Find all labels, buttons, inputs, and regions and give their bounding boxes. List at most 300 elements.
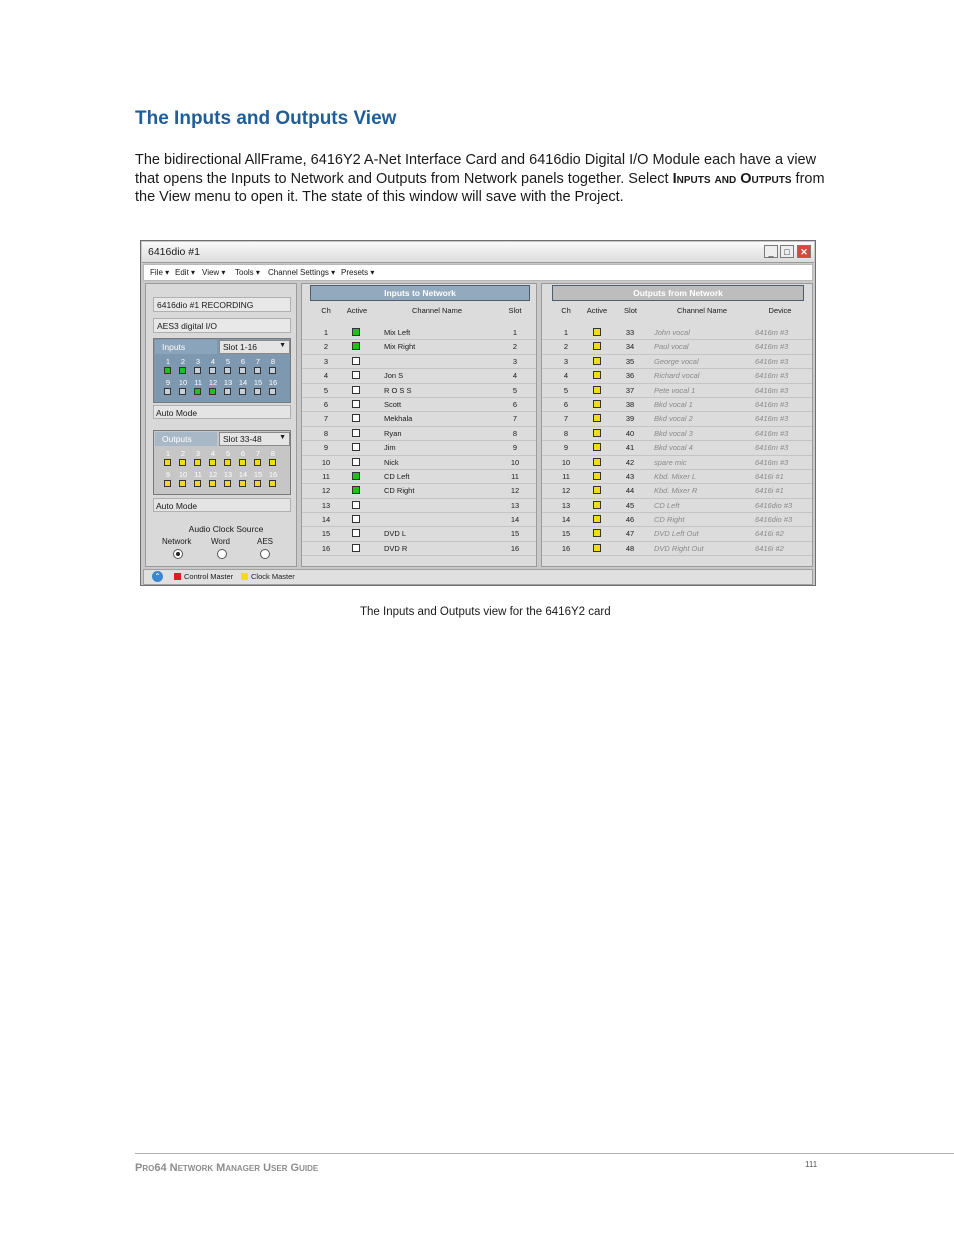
cell-slot: 5: [512, 385, 518, 395]
table-row: [302, 398, 536, 412]
cell-channel-name: Bkd vocal 4: [654, 443, 693, 453]
active-checkbox[interactable]: [593, 386, 601, 394]
outputs_leds-led: [269, 459, 276, 466]
inputs_leds-num: 13: [223, 378, 233, 387]
outputs_leds-num: 16: [268, 470, 278, 479]
cell-channel-name[interactable]: Mix Left: [384, 328, 411, 337]
clock-master-swatch: [241, 573, 248, 580]
inputs_leds-num: 10: [178, 378, 188, 387]
cell-device: 6416m #3: [755, 428, 789, 438]
cell-ch: 11: [322, 471, 330, 481]
menu-channel-settings[interactable]: Channel Settings ▾: [268, 268, 336, 277]
active-checkbox[interactable]: [593, 429, 601, 437]
cell-channel-name: Pete vocal 1: [654, 385, 696, 395]
inputs-slot-value: Slot 1-16: [223, 342, 258, 352]
window-title: 6416dio #1: [148, 246, 200, 258]
active-checkbox[interactable]: [352, 328, 360, 336]
minimize-button[interactable]: _: [764, 245, 778, 258]
table-row: [302, 384, 536, 398]
col-header-channel-name: Channel Name: [676, 306, 728, 315]
inputs-label: Inputs: [155, 340, 217, 354]
cell-slot: 8: [512, 428, 518, 438]
inputs_leds-led: [164, 388, 171, 395]
table-row: [542, 326, 812, 340]
cell-slot: 43: [625, 471, 635, 481]
table-row: [302, 326, 536, 340]
module-type-field: AES3 digital I/O: [153, 318, 291, 333]
active-checkbox[interactable]: [352, 472, 360, 480]
cell-device: 6416i #1: [755, 471, 784, 481]
active-checkbox[interactable]: [593, 414, 601, 422]
active-checkbox[interactable]: [593, 501, 601, 509]
col-header-active: Active: [346, 306, 368, 315]
cell-slot: 48: [625, 543, 635, 553]
inputs_leds-led: [239, 367, 246, 374]
outputs-from-network-title: Outputs from Network: [552, 285, 804, 301]
inputs_leds-num: 14: [238, 378, 248, 387]
cell-channel-name: George vocal: [654, 356, 699, 366]
cell-slot: 41: [625, 443, 635, 453]
active-checkbox[interactable]: [593, 328, 601, 336]
table-row: [542, 412, 812, 426]
clock-label-network: Network: [162, 537, 192, 546]
cell-ch: 6: [323, 399, 329, 409]
cell-ch: 2: [563, 342, 569, 352]
menu-bar: [143, 264, 813, 281]
cell-slot: 3: [512, 356, 518, 366]
active-checkbox[interactable]: [352, 429, 360, 437]
active-checkbox[interactable]: [593, 529, 601, 537]
cell-ch: 2: [323, 342, 329, 352]
table-row: [302, 527, 536, 541]
inputs_leds-num: 3: [195, 357, 201, 366]
table-row: [542, 369, 812, 383]
cell-slot: 45: [625, 500, 635, 510]
table-row: [302, 412, 536, 426]
table-row: [302, 369, 536, 383]
audio-clock-title: Audio Clock Source: [188, 524, 264, 534]
cell-device: 6416m #3: [755, 356, 789, 366]
cell-slot: 16: [510, 543, 520, 553]
cell-channel-name: Bkd vocal 2: [654, 414, 693, 424]
cell-slot: 9: [512, 443, 518, 453]
active-checkbox[interactable]: [352, 400, 360, 408]
col-header-ch: Ch: [561, 306, 571, 315]
cell-device: 6416m #3: [755, 457, 789, 467]
cell-slot: 7: [512, 414, 518, 424]
chevron-down-icon: ▼: [279, 434, 286, 441]
inputs_leds-led: [209, 388, 216, 395]
inputs_leds-num: 15: [253, 378, 263, 387]
outputs_leds-led: [164, 480, 171, 487]
cell-slot: 10: [510, 457, 520, 467]
inputs-to-network-title: Inputs to Network: [310, 285, 530, 301]
inputs-slot-select[interactable]: [219, 340, 290, 354]
active-checkbox[interactable]: [352, 486, 360, 494]
outputs_leds-num: 8: [270, 449, 276, 458]
col-header-slot: Slot: [624, 306, 637, 315]
cell-ch: 14: [561, 515, 571, 525]
cell-device: 6416m #3: [755, 414, 789, 424]
cell-channel-name[interactable]: Scott: [384, 399, 402, 409]
cell-slot: 6: [512, 399, 518, 409]
inputs_leds-led: [209, 367, 216, 374]
col-header-device: Device: [768, 306, 792, 315]
active-checkbox[interactable]: [352, 386, 360, 394]
inputs_leds-num: 1: [165, 357, 171, 366]
cell-ch: 10: [561, 457, 571, 467]
outputs_leds-num: 4: [210, 449, 216, 458]
cell-ch: 15: [561, 529, 571, 539]
cell-slot: 37: [625, 385, 635, 395]
outputs_leds-led: [239, 480, 246, 487]
cell-ch: 9: [563, 443, 569, 453]
cell-channel-name: Paul vocal: [654, 342, 689, 352]
table-row: [542, 499, 812, 513]
clock-label-aes: AES: [257, 537, 274, 546]
inputs-table: [302, 326, 536, 556]
cell-ch: 5: [563, 385, 569, 395]
cell-slot: 46: [625, 515, 635, 525]
outputs-label: Outputs: [155, 432, 217, 446]
outputs_leds-num: 6: [240, 449, 246, 458]
outputs_leds-num: 15: [253, 470, 263, 479]
inputs_leds-num: 11: [194, 378, 202, 387]
menu-file[interactable]: File ▾: [150, 268, 170, 277]
intro-paragraph: [135, 151, 835, 207]
cell-ch: 4: [563, 371, 569, 381]
cell-channel-name[interactable]: Jim: [384, 443, 396, 453]
cell-ch: 7: [323, 414, 329, 424]
cell-device: 6416m #3: [755, 443, 789, 453]
outputs-slot-select[interactable]: [219, 432, 290, 446]
table-row: [542, 470, 812, 484]
inputs_leds-num: 12: [208, 378, 218, 387]
cell-ch: 13: [561, 500, 571, 510]
inputs_leds-led: [179, 367, 186, 374]
cell-channel-name: Bkd vocal 3: [654, 428, 693, 438]
app-window-screenshot: [140, 240, 816, 586]
window-titlebar: [142, 242, 814, 263]
cell-slot: 4: [512, 371, 518, 381]
menu-edit[interactable]: Edit ▾: [175, 268, 196, 277]
cell-ch: 1: [323, 328, 329, 337]
menu-presets[interactable]: Presets ▾: [341, 268, 375, 277]
cell-ch: 8: [323, 428, 329, 438]
cell-ch: 16: [321, 543, 331, 553]
table-row: [302, 470, 536, 484]
cell-slot: 33: [625, 328, 635, 337]
table-row: [302, 427, 536, 441]
cell-slot: 47: [625, 529, 635, 539]
clock-radio-word[interactable]: [217, 549, 227, 559]
outputs_leds-led: [239, 459, 246, 466]
outputs_leds-led: [209, 480, 216, 487]
cell-channel-name[interactable]: Nick: [384, 457, 399, 467]
table-row: [302, 542, 536, 556]
outputs_leds-num: 1: [165, 449, 171, 458]
footer-title: Pro64 Network Manager User Guide: [135, 1162, 319, 1174]
inputs_leds-led: [269, 367, 276, 374]
active-checkbox[interactable]: [593, 544, 601, 552]
cell-slot: 15: [510, 529, 520, 539]
cell-ch: 13: [321, 500, 331, 510]
cell-channel-name[interactable]: DVD R: [384, 543, 408, 553]
table-row: [542, 427, 812, 441]
cell-device: 6416m #3: [755, 385, 789, 395]
cell-ch: 12: [561, 486, 571, 496]
inputs_leds-num: 8: [270, 357, 276, 366]
active-checkbox[interactable]: [593, 371, 601, 379]
inputs_leds-led: [224, 388, 231, 395]
cell-device: 6416m #3: [755, 399, 789, 409]
active-checkbox[interactable]: [352, 342, 360, 350]
col-header-ch: Ch: [321, 306, 331, 315]
cell-ch: 7: [563, 414, 569, 424]
cell-device: 6416i #2: [755, 529, 784, 539]
cell-slot: 44: [625, 486, 635, 496]
inputs_leds-num: 6: [240, 357, 246, 366]
active-checkbox[interactable]: [352, 501, 360, 509]
inputs_leds-num: 9: [165, 378, 171, 387]
inputs_leds-num: 16: [268, 378, 278, 387]
outputs_leds-num: 10: [178, 470, 188, 479]
active-checkbox[interactable]: [593, 458, 601, 466]
active-checkbox[interactable]: [352, 371, 360, 379]
cell-slot: 14: [510, 515, 520, 525]
table-row: [542, 456, 812, 470]
active-checkbox[interactable]: [352, 544, 360, 552]
cell-channel-name[interactable]: Ryan: [384, 428, 402, 438]
cell-channel-name[interactable]: Mekhala: [384, 414, 413, 424]
cell-channel-name[interactable]: CD Right: [384, 486, 415, 496]
table-row: [542, 441, 812, 455]
outputs_leds-led: [269, 480, 276, 487]
outputs-table: [542, 326, 812, 556]
outputs_leds-led: [179, 459, 186, 466]
inputs_leds-led: [179, 388, 186, 395]
cell-slot: 35: [625, 356, 635, 366]
cell-channel-name[interactable]: Jon S: [384, 371, 404, 381]
cell-ch: 1: [563, 328, 569, 337]
active-checkbox[interactable]: [352, 357, 360, 365]
cell-slot: 1: [512, 328, 518, 337]
cell-channel-name: DVD Left Out: [654, 529, 699, 539]
cell-channel-name[interactable]: Mix Right: [384, 342, 416, 352]
figure-caption: The Inputs and Outputs view for the 6416Y2 card: [360, 606, 611, 618]
active-checkbox[interactable]: [593, 515, 601, 523]
inputs-to-network-panel: [301, 283, 537, 567]
table-row: [302, 355, 536, 369]
outputs_leds-led: [194, 459, 201, 466]
clock-master-label: Clock Master: [251, 572, 295, 581]
cell-channel-name: CD Left: [654, 500, 680, 510]
cell-channel-name: Kbd. Mixer R: [654, 486, 698, 496]
active-checkbox[interactable]: [593, 342, 601, 350]
section-heading: The Inputs and Outputs View: [135, 108, 397, 129]
outputs_leds-num: 11: [194, 470, 202, 479]
active-checkbox[interactable]: [593, 486, 601, 494]
table-row: [302, 499, 536, 513]
active-checkbox[interactable]: [352, 529, 360, 537]
cell-slot: 39: [625, 414, 635, 424]
cell-ch: 8: [563, 428, 569, 438]
col-header-slot: Slot: [508, 306, 522, 315]
cell-device: 6416m #3: [755, 342, 789, 352]
cell-ch: 5: [323, 385, 329, 395]
page-number: 111: [805, 1160, 818, 1169]
inputs-auto-mode[interactable]: Auto Mode: [153, 405, 291, 419]
table-row: [302, 456, 536, 470]
cell-ch: 16: [561, 543, 571, 553]
status-bar: [143, 569, 813, 585]
cell-slot: 36: [625, 371, 635, 381]
inputs_leds-led: [239, 388, 246, 395]
cell-slot: 2: [512, 342, 518, 352]
outputs_leds-led: [254, 459, 261, 466]
outputs_leds-led: [224, 459, 231, 466]
menu-view[interactable]: View ▾: [202, 268, 226, 277]
cell-slot: 12: [510, 486, 520, 496]
intro-text-2: from the View menu to open it. The state of this window will save with the Project.: [135, 170, 825, 205]
cell-device: 6416m #3: [755, 371, 789, 381]
cell-ch: 9: [323, 443, 329, 453]
active-checkbox[interactable]: [352, 443, 360, 451]
cell-slot: 13: [510, 500, 520, 510]
outputs_leds-num: 7: [255, 449, 261, 458]
cell-channel-name: John vocal: [654, 328, 690, 337]
active-checkbox[interactable]: [593, 443, 601, 451]
col-header-channel-name: Channel Name: [411, 306, 463, 315]
network-up-icon[interactable]: ⌃: [152, 571, 163, 582]
cell-slot: 34: [625, 342, 635, 352]
control-master-swatch: [174, 573, 181, 580]
outputs_leds-num: 5: [225, 449, 231, 458]
table-row: [302, 513, 536, 527]
clock-radio-aes[interactable]: [260, 549, 270, 559]
cell-ch: 15: [321, 529, 331, 539]
cell-slot: 38: [625, 399, 635, 409]
inputs_leds-led: [224, 367, 231, 374]
active-checkbox[interactable]: [593, 357, 601, 365]
table-row: [542, 484, 812, 498]
table-row: [302, 340, 536, 354]
inputs_leds-num: 2: [180, 357, 186, 366]
outputs_leds-num: 14: [238, 470, 248, 479]
outputs-from-network-panel: [541, 283, 813, 567]
table-row: [302, 484, 536, 498]
cell-ch: 14: [321, 515, 331, 525]
outputs_leds-led: [164, 459, 171, 466]
cell-channel-name[interactable]: CD Left: [384, 471, 410, 481]
cell-device: 6416i #2: [755, 543, 784, 553]
outputs-slot-value: Slot 33-48: [223, 434, 262, 444]
outputs_leds-led: [224, 480, 231, 487]
outputs_leds-num: 3: [195, 449, 201, 458]
cell-device: 6416dio #3: [755, 515, 793, 525]
outputs-slot-box: [153, 430, 291, 495]
active-checkbox[interactable]: [352, 515, 360, 523]
table-row: [542, 398, 812, 412]
cell-channel-name[interactable]: DVD L: [384, 529, 407, 539]
inputs_leds-num: 7: [255, 357, 261, 366]
cell-ch: 3: [563, 356, 569, 366]
cell-ch: 3: [323, 356, 329, 366]
active-checkbox[interactable]: [593, 472, 601, 480]
table-row: [542, 527, 812, 541]
cell-channel-name: Richard vocal: [654, 371, 700, 381]
footer-rule: [135, 1153, 954, 1154]
outputs_leds-led: [179, 480, 186, 487]
cell-ch: 12: [321, 486, 331, 496]
outputs_leds-led: [254, 480, 261, 487]
cell-ch: 11: [562, 471, 570, 481]
cell-slot: 42: [625, 457, 635, 467]
cell-channel-name: Kbd. Mixer L: [654, 471, 697, 481]
outputs-auto-mode[interactable]: Auto Mode: [153, 498, 291, 512]
close-button[interactable]: ✕: [797, 245, 811, 258]
table-row: [542, 542, 812, 556]
inputs_leds-led: [269, 388, 276, 395]
cell-ch: 4: [323, 371, 329, 381]
table-row: [542, 340, 812, 354]
outputs_leds-led: [194, 480, 201, 487]
clock-radio-network[interactable]: [173, 549, 183, 559]
cell-slot: 40: [625, 428, 635, 438]
outputs_leds-num: 12: [208, 470, 218, 479]
table-row: [542, 513, 812, 527]
active-checkbox[interactable]: [352, 414, 360, 422]
cell-channel-name: Bkd vocal 1: [654, 399, 693, 409]
clock-label-word: Word: [211, 537, 230, 546]
cell-device: 6416dio #3: [755, 500, 793, 510]
table-row: [542, 355, 812, 369]
inputs_leds-led: [164, 367, 171, 374]
inputs_leds-led: [194, 367, 201, 374]
inputs-slot-box: [153, 338, 291, 403]
active-checkbox[interactable]: [352, 458, 360, 466]
cell-ch: 10: [321, 457, 331, 467]
control-master-label: Control Master: [184, 572, 234, 581]
cell-ch: 6: [563, 399, 569, 409]
col-header-active: Active: [586, 306, 608, 315]
device-name-field[interactable]: 6416dio #1 RECORDING: [153, 297, 291, 312]
table-row: [302, 441, 536, 455]
active-checkbox[interactable]: [593, 400, 601, 408]
cell-channel-name: DVD Right Out: [654, 543, 704, 553]
chevron-down-icon: ▼: [279, 342, 286, 349]
cell-device: 6416i #1: [755, 486, 784, 496]
outputs_leds-num: 9: [165, 470, 171, 479]
cell-channel-name: spare mic: [654, 457, 687, 467]
cell-device: 6416m #3: [755, 328, 789, 337]
cell-channel-name[interactable]: R O S S: [384, 385, 412, 395]
outputs_leds-led: [209, 459, 216, 466]
menu-tools[interactable]: Tools ▾: [235, 268, 260, 277]
maximize-button[interactable]: □: [780, 245, 794, 258]
inputs_leds-led: [194, 388, 201, 395]
inputs_leds-num: 4: [210, 357, 216, 366]
table-row: [542, 384, 812, 398]
intro-text-1: The bidirectional AllFrame, 6416Y2 A-Net Interface Card and 6416dio Digital I/O Module each have a view that opens the Inputs to Network and Outputs from Network panels together. Select: [135, 152, 817, 187]
inputs_leds-num: 5: [225, 357, 231, 366]
menu-command-inline: Inputs and Outputs: [672, 170, 792, 187]
outputs_leds-num: 2: [180, 449, 186, 458]
outputs_leds-num: 13: [223, 470, 233, 479]
cell-slot: 11: [511, 471, 519, 481]
inputs_leds-led: [254, 388, 261, 395]
cell-channel-name: CD Right: [654, 515, 685, 525]
